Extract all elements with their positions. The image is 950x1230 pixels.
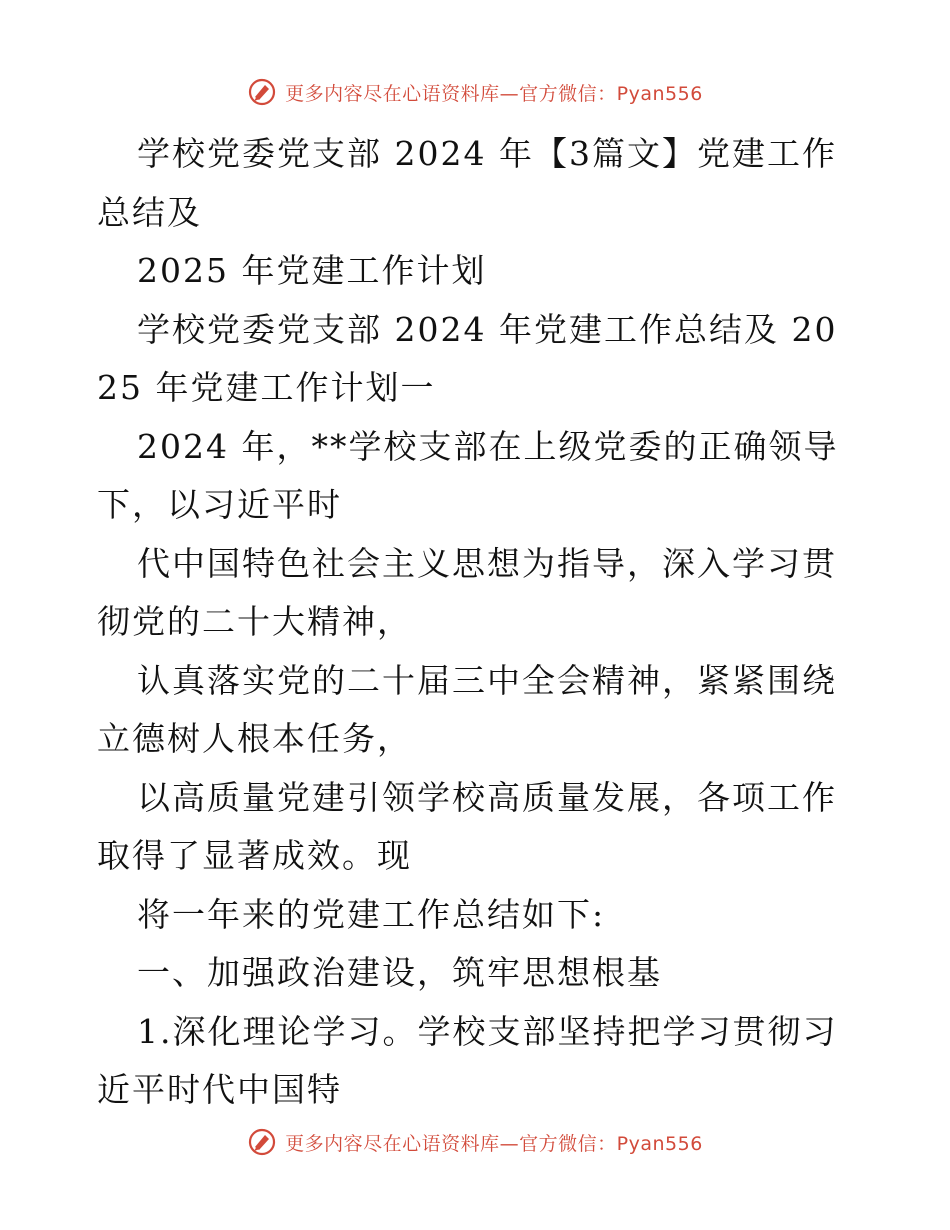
watermark-header [0, 72, 950, 112]
watermark-text: 更多内容尽在心语资料库—官方微信：Pyan556 [285, 1132, 703, 1155]
body-paragraph: 将一年来的党建工作总结如下: [137, 894, 606, 934]
body-paragraph: 认真落实党的二十届三中全会精神，紧紧围绕立德树人根本任务， [97, 660, 837, 758]
subtitle: 学校党委党支部 2024 年党建工作总结及 2025 年党建工作计划一 [97, 309, 838, 407]
body-paragraph: 代中国特色社会主义思想为指导，深入学习贯彻党的二十大精神， [97, 543, 837, 641]
title-line-1: 学校党委党支部 2024 年【3篇文】党建工作总结及 [97, 134, 837, 232]
watermark-text: 更多内容尽在心语资料库—官方微信：Pyan556 [285, 82, 703, 105]
pen-nib-logo-icon [247, 1127, 277, 1157]
watermark-footer [0, 1122, 950, 1162]
body-paragraph: 2024 年，**学校支部在上级党委的正确领导下，以习近平时 [97, 426, 839, 524]
pen-nib-logo-icon [247, 77, 277, 107]
body-paragraph: 1.深化理论学习。学校支部坚持把学习贯彻习近平时代中国特 [97, 1011, 838, 1109]
document-body [97, 125, 857, 1120]
title-line-2: 2025 年党建工作计划 [137, 251, 487, 290]
section-heading: 一、加强政治建设，筑牢思想根基 [137, 953, 662, 992]
body-paragraph: 以高质量党建引领学校高质量发展，各项工作取得了显著成效。现 [97, 777, 837, 875]
